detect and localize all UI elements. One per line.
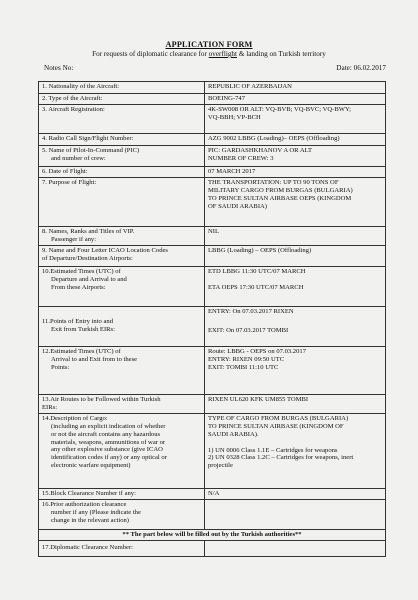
field-value [205, 94, 386, 105]
field-label [39, 394, 205, 413]
field-value-line: ETA OEPS 17:30 UTC/07 MARCH [208, 283, 304, 291]
authorities-note-row [39, 529, 386, 540]
field-label [39, 266, 205, 306]
field-label-line: 4. Radio Call Sign/Flight Number: [42, 134, 134, 142]
field-value-line: NIL [208, 227, 219, 235]
field-value-line: NUMBER OF CREW: 3 [208, 154, 274, 162]
field-label-line: change in the relevant action) [51, 516, 129, 524]
field-label-line: 6. Date of Flight: [42, 167, 88, 175]
field-label-line: 14.Description of Cargo: [42, 414, 108, 422]
field-value-line: MILITARY CARGO FROM BURGAS (BULGARIA) [208, 186, 353, 194]
field-value [205, 306, 386, 346]
field-value-line: EXIT: On 07.03.2017 TOMBI [208, 326, 289, 334]
field-label [39, 346, 205, 394]
field-value-line: TO PRINCE SULTAN AIRBASE OEPS (KINGDOM [208, 194, 352, 202]
form-row-8 [39, 226, 386, 245]
form-title: APPLICATION FORM [165, 40, 253, 49]
field-value-line: TO PRINCE SULTAN AIRBASE (KINGDOM OF [208, 422, 344, 430]
field-value [205, 82, 386, 94]
field-label-line: and number of crew: [51, 154, 106, 162]
field-label [39, 245, 205, 266]
diplomatic-clearance-label: 17.Diplomatic Clearance Number: [39, 540, 205, 556]
field-value-line: 4K-SW008 OR ALT: VQ-BVB; VQ-BVC; VQ-BWY; [208, 105, 351, 113]
field-value-line: EXIT: TOMBI 11:10 UTC [208, 363, 279, 371]
form-row-6 [39, 166, 386, 177]
field-value-line: PIC: GARDASHKHANOV A OR ALT [208, 146, 313, 154]
field-value [205, 104, 386, 133]
field-value-line: VQ-BBH; VP-BCH [208, 113, 261, 121]
field-label [39, 413, 205, 488]
field-value-line: SAUDI ARABIA). [208, 430, 259, 438]
form-row-3 [39, 104, 386, 133]
form-row-16 [39, 499, 386, 529]
field-label [39, 104, 205, 133]
subtitle-overflight: overflight [208, 50, 238, 58]
field-value-line: ENTRY: On 07.03.2017 RIXEN [208, 307, 294, 315]
field-label-line: electronic warfare equipment) [51, 462, 131, 470]
notes-number-label: Notes No: [44, 64, 74, 72]
form-row-17 [39, 540, 386, 556]
field-value [205, 226, 386, 245]
form-row-4 [39, 133, 386, 145]
field-value-line: LBBG (Loading) – OEPS (Offloading) [208, 246, 312, 254]
field-value-line: TYPE OF CARGO FROM BURGAS (BULGARIA) [208, 414, 349, 422]
field-label-line: 2. Type of the Aircraft: [42, 95, 103, 102]
form-row-7 [39, 177, 386, 226]
subtitle-post: & landing on Turkish territory [238, 50, 326, 58]
subtitle-pre: For requests of diplomatic clearance for [92, 50, 207, 58]
field-value-line: Route: LBBG - OEPS on 07.03.2017 [208, 347, 306, 355]
field-value [205, 145, 386, 166]
field-value-line: ETD LBBG 11:30 UTC/07 MARCH [208, 267, 306, 275]
field-label-line: 11.Points of Entry into and [42, 318, 114, 326]
form-row-10 [39, 266, 386, 306]
field-label-line: number if any (Please indicate the [51, 508, 141, 516]
field-label-line: Exit from Turkish EIRs: [51, 326, 115, 334]
form-row-15 [39, 488, 386, 499]
field-label-line: (including an explicit indication of whether [51, 422, 166, 430]
form-row-11 [39, 306, 386, 346]
field-value-line: AZG 9002 LBBG (Loading)– OEPS (Offloading) [208, 134, 340, 142]
field-value-line: THE TRANSPORTATION: UP TO 90 TONS OF [208, 178, 339, 186]
field-label-line: 13.Air Routes to be Followed within Turkish [42, 395, 161, 403]
form-row-2 [39, 94, 386, 105]
field-label-line: 15.Block Clearance Number if any: [42, 489, 136, 497]
field-label [39, 133, 205, 145]
field-label-line: EIRs: [42, 403, 58, 411]
field-label [39, 226, 205, 245]
field-label [39, 177, 205, 226]
field-label-line: 1. Nationality of the Aircraft: [42, 83, 120, 90]
field-label-line: of Departure/Destination Airports: [42, 254, 133, 262]
field-value-line: RIXEN UL620 KFK UM855 TOMBI [208, 395, 309, 403]
field-label [39, 94, 205, 105]
field-value [205, 133, 386, 145]
diplomatic-clearance-value [205, 540, 386, 556]
field-label-line: From these Airports: [51, 283, 106, 291]
field-value-line: 2) UN 0328 Class 1.2C – Cartridges for weapons, inert [208, 454, 354, 462]
field-label-line: 16.Prior authorization clearance [42, 500, 127, 508]
field-label [39, 488, 205, 499]
field-label-line: 5. Name of Pilot-In-Command (PIC) [42, 146, 140, 154]
authorities-note: ** The part below will be filled out by the Turkish authorities** [39, 529, 386, 540]
field-value-line: projectile [208, 462, 233, 470]
field-label [39, 499, 205, 529]
field-label-line: Departure and Arrival to and [51, 275, 127, 283]
clearance-form-table [38, 81, 386, 557]
field-label-line: Arrival to and Exit from to these [51, 355, 138, 363]
field-label-line: or not the aircraft contains any hazardous [51, 430, 161, 438]
field-value [205, 177, 386, 226]
form-row-9 [39, 245, 386, 266]
form-row-1 [39, 82, 386, 94]
field-label-line: 9. Name and Four Letter ICAO Location Codes [42, 246, 168, 254]
field-value-line: 1) UN 0006 Class 1.1E – Cartridges for weapons [208, 446, 338, 454]
form-row-12 [39, 346, 386, 394]
field-label [39, 166, 205, 177]
field-label [39, 82, 205, 94]
form-row-5 [39, 145, 386, 166]
form-subtitle [0, 50, 418, 58]
field-value [205, 266, 386, 306]
field-value-line: 07 MARCH 2017 [208, 167, 256, 175]
field-label-line: 10.Estimated Times (UTC) of [42, 267, 121, 275]
field-value-line: N/A [208, 489, 220, 497]
field-value-line: OF SAUDI ARABIA) [208, 202, 267, 210]
field-label-line: identification codes if any) or any optical or [51, 454, 167, 462]
form-row-14 [39, 413, 386, 488]
field-value-line: ENTRY: RIXEN 09:50 UTC [208, 355, 285, 363]
field-label-line: materials, weapons, ammunitions of war or [51, 438, 166, 446]
field-value [205, 346, 386, 394]
field-label-line: 12.Estimated Times (UTC) of [42, 347, 121, 355]
field-label-line: 7. Purpose of Flight: [42, 178, 97, 186]
field-label [39, 306, 205, 346]
notes-date-row [44, 64, 386, 72]
field-label-line: 3. Aircraft Registration: [42, 105, 105, 113]
field-label-line: Points: [51, 363, 70, 371]
field-value [205, 488, 386, 499]
field-label-line: 8. Names, Ranks and Titles of VIP. [42, 227, 135, 235]
field-label [39, 145, 205, 166]
form-date: Date: 06.02.2017 [336, 64, 386, 72]
field-label-line: any other explosive substance (give ICAO [51, 446, 163, 454]
field-value-line: REPUBLIC OF AZERBAIJAN [208, 83, 292, 90]
field-value-line: BOEING-747 [208, 95, 245, 102]
field-value [205, 499, 386, 529]
form-row-13 [39, 394, 386, 413]
field-value [205, 245, 386, 266]
field-value [205, 166, 386, 177]
field-value [205, 413, 386, 488]
field-value [205, 394, 386, 413]
field-label-line: Passenger if any: [51, 235, 97, 243]
